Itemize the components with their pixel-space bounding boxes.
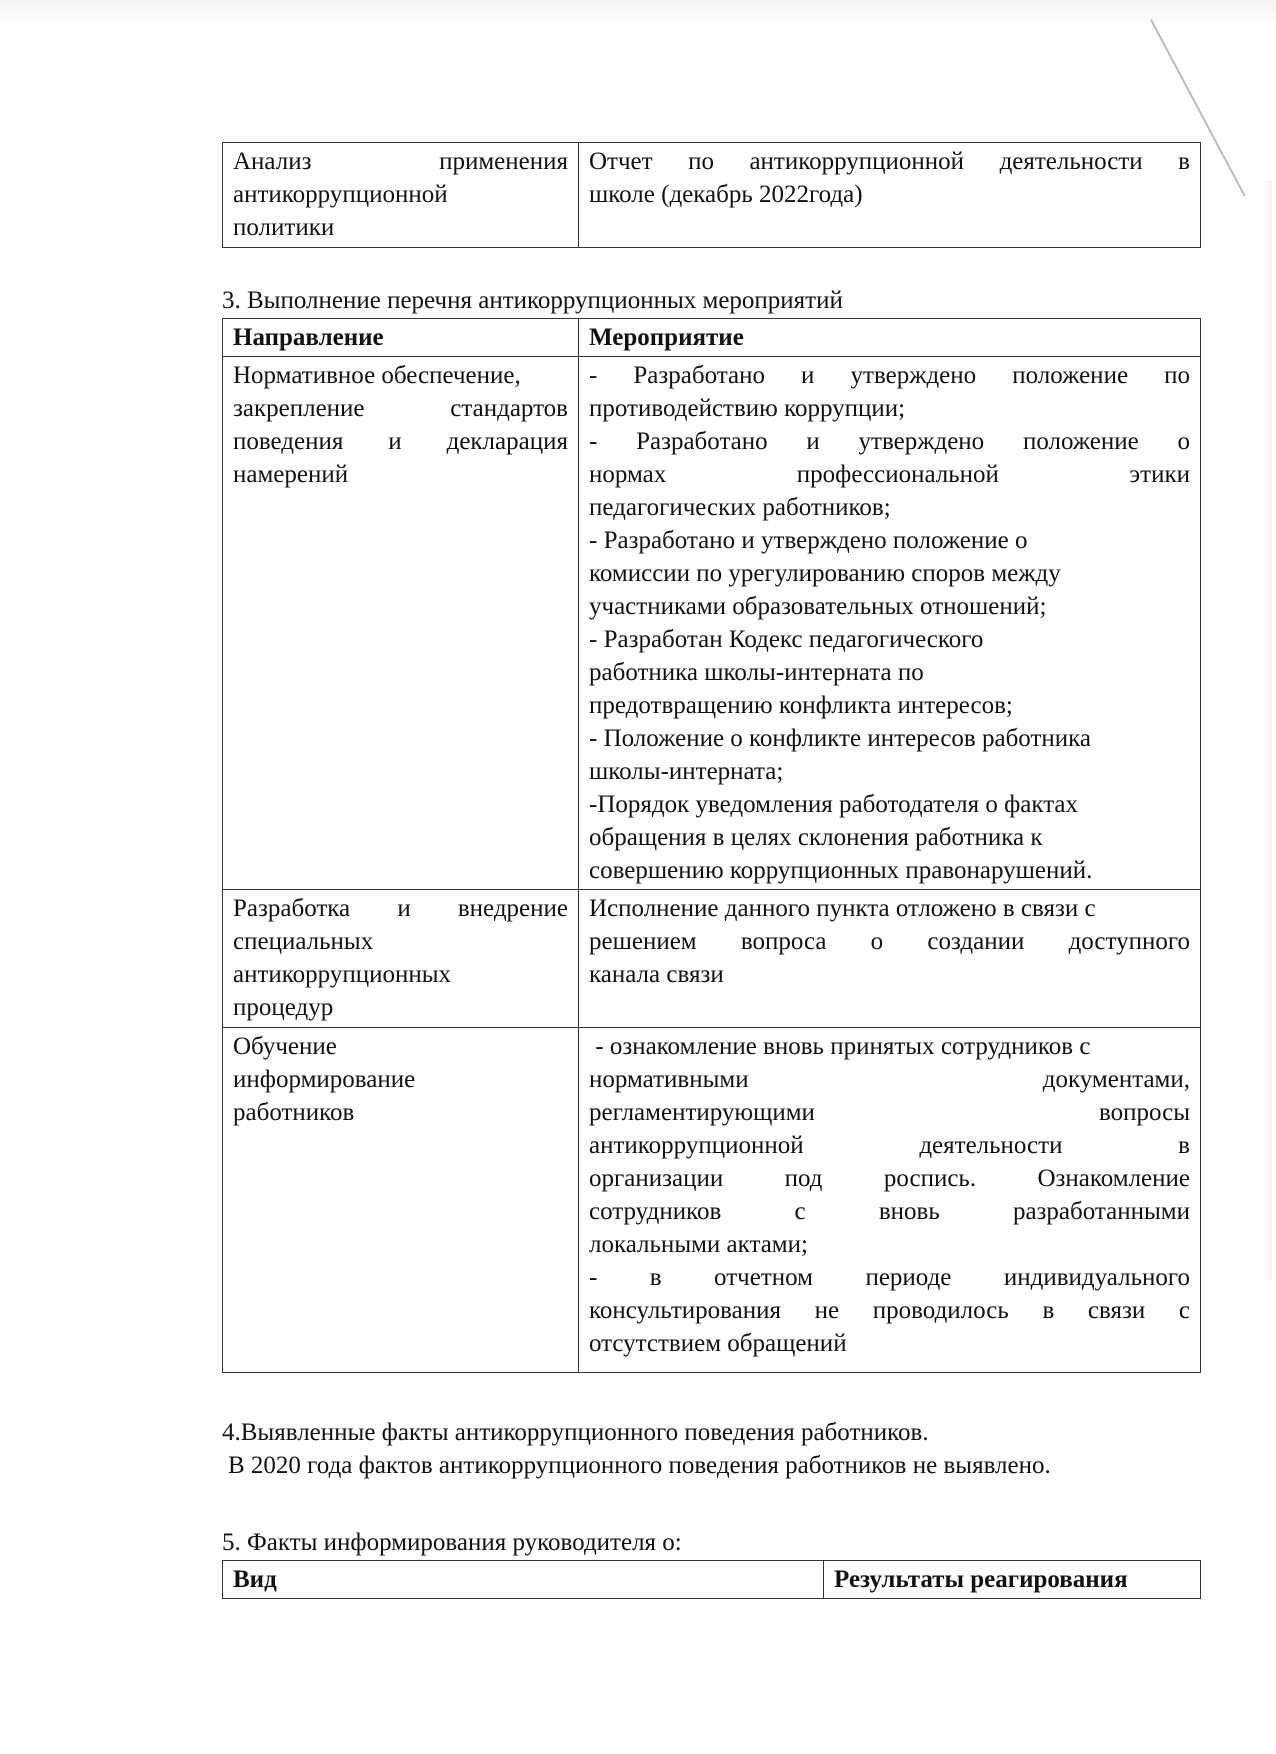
cell-line: нормативными документами, — [589, 1066, 1190, 1093]
cell-line: педагогических работников; — [589, 494, 891, 521]
cell-line: совершению коррупционных правонарушений. — [589, 857, 1093, 884]
cell-line: обращения в целях склонения работника к — [589, 824, 1043, 851]
cell-line: Анализ применения — [233, 148, 568, 175]
cell-line: Обучение — [233, 1033, 337, 1060]
cell-line: -Порядок уведомления работодателя о фактах — [589, 791, 1079, 818]
scan-shadow-right — [1262, 180, 1272, 1280]
cell-line: Разработка и внедрение — [233, 895, 568, 922]
cell-line: школы-интерната; — [589, 758, 784, 785]
cell-line: антикоррупционной — [233, 181, 448, 208]
analysis-cell — [223, 143, 579, 248]
direction-cell — [223, 357, 579, 890]
cell-line: поведения и декларация — [233, 428, 568, 455]
cell-line: - Разработано и утверждено положение по — [589, 362, 1190, 389]
cell-line: регламентирующими вопросы — [589, 1099, 1190, 1126]
cell-line: канала связи — [589, 961, 724, 988]
cell-line: предотвращению конфликта интересов; — [589, 692, 1013, 719]
table-row — [223, 1028, 1201, 1373]
direction-cell — [223, 890, 579, 1028]
cell-line: - в отчетном периоде индивидуального — [589, 1264, 1190, 1291]
scan-shadow-top — [0, 0, 1276, 30]
cell-line: специальных — [233, 928, 374, 955]
cell-line: политики — [233, 214, 335, 241]
section4-title: 4.Выявленные факты антикоррупционного поведения работников. — [222, 1419, 929, 1446]
header-direction: Направление — [223, 319, 579, 357]
cell-line: - ознакомление вновь принятых сотрудников с — [589, 1033, 1091, 1060]
table-row — [223, 357, 1201, 890]
notification-table — [222, 1560, 1201, 1599]
cell-line: - Разработано и утверждено положение о — [589, 428, 1190, 455]
section3-title: 3. Выполнение перечня антикоррупционных мероприятий — [222, 287, 843, 314]
table-row — [223, 890, 1201, 1028]
cell-line: организации под роспись. Ознакомление — [589, 1165, 1190, 1192]
cell-line: намерений — [233, 461, 349, 488]
table-header-row — [223, 1561, 1201, 1599]
cell-line: антикоррупционной деятельности в — [589, 1132, 1190, 1159]
section5-title: 5. Факты информирования руководителя о: — [222, 1529, 682, 1556]
cell-line: Исполнение данного пункта отложено в связи с — [589, 895, 1096, 922]
cell-line: работников — [233, 1099, 355, 1126]
header-results: Результаты реагирования — [824, 1561, 1201, 1599]
activity-cell — [579, 890, 1201, 1028]
cell-line: консультирования не проводилось в связи с — [589, 1297, 1190, 1324]
section4-text: В 2020 года фактов антикоррупционного поведения работников не выявлено. — [228, 1452, 1051, 1479]
cell-line: антикоррупционных — [233, 961, 452, 988]
cell-line: Отчет по антикоррупционной деятельности в — [589, 148, 1190, 175]
cell-line: закрепление стандартов — [233, 395, 568, 422]
cell-line: сотрудников с вновь разработанными — [589, 1198, 1190, 1225]
cell-line: локальными актами; — [589, 1231, 808, 1258]
header-activity: Мероприятие — [579, 319, 1201, 357]
cell-line: школе (декабрь 2022года) — [589, 181, 863, 208]
cell-line: - Разработан Кодекс педагогического — [589, 626, 984, 653]
cell-line: работника школы-интерната по — [589, 659, 924, 686]
cell-line: - Положение о конфликте интересов работника — [589, 725, 1092, 752]
cell-line: - Разработано и утверждено положение о — [589, 527, 1028, 554]
activity-cell — [579, 1028, 1201, 1373]
cell-line: участниками образовательных отношений; — [589, 593, 1047, 620]
header-type: Вид — [223, 1561, 824, 1599]
cell-line: комиссии по урегулированию споров между — [589, 560, 1061, 587]
cell-line: информирование — [233, 1066, 416, 1093]
analysis-table — [222, 142, 1201, 248]
cell-line: нормах профессиональной этики — [589, 461, 1190, 488]
cell-line: Нормативное обеспечение, — [233, 362, 521, 389]
report-cell — [579, 143, 1201, 248]
cell-line: процедур — [233, 994, 334, 1021]
cell-line: отсутствием обращений — [589, 1330, 847, 1357]
direction-cell — [223, 1028, 579, 1373]
table-row — [223, 143, 1201, 248]
cell-line: решением вопроса о создании доступного — [589, 928, 1190, 955]
activity-cell — [579, 357, 1201, 890]
cell-line: противодействию коррупции; — [589, 395, 906, 422]
activities-table — [222, 318, 1201, 1373]
table-header-row — [223, 319, 1201, 357]
